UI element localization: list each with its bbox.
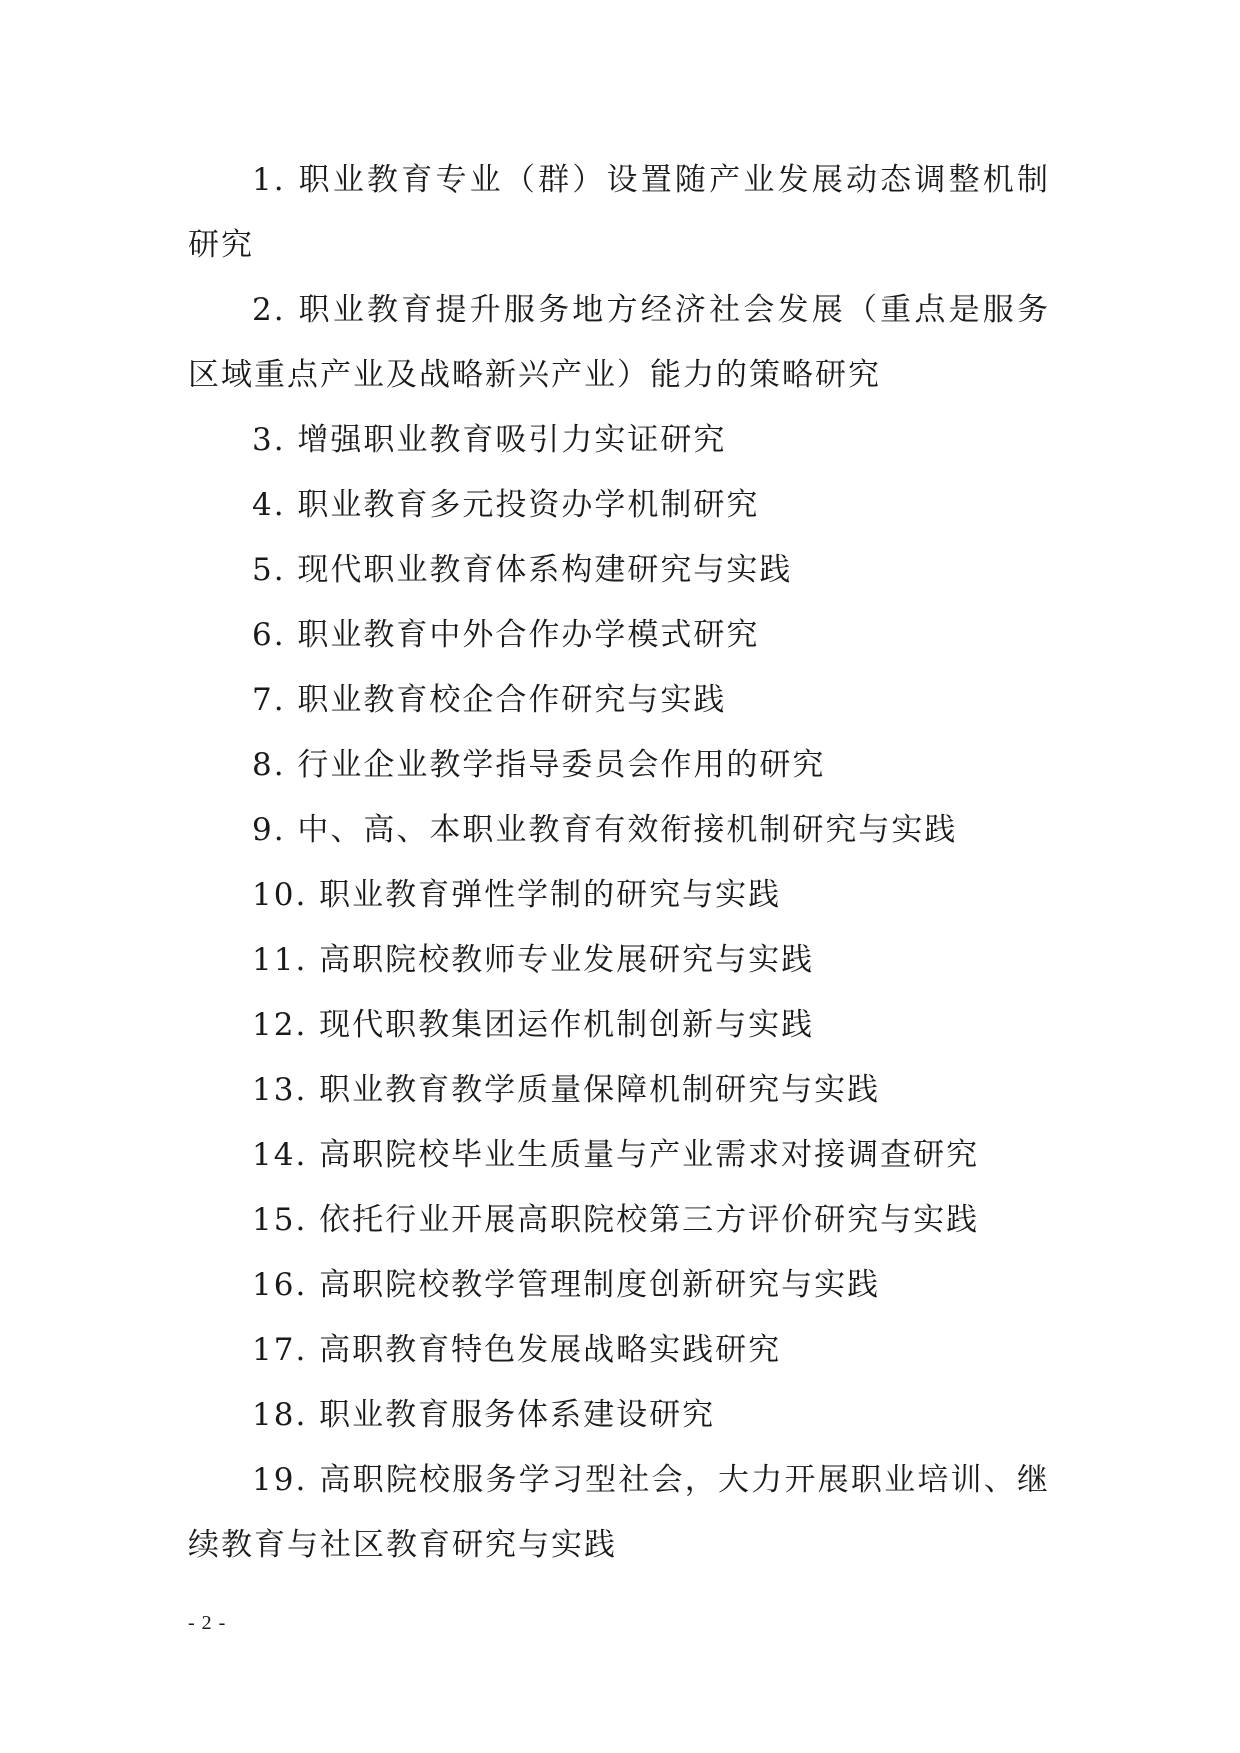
- list-item: 7. 职业教育校企合作研究与实践: [252, 682, 727, 718]
- list-item: 6. 职业教育中外合作办学模式研究: [252, 617, 760, 653]
- list-item: 16. 高职院校教学管理制度创新研究与实践: [252, 1267, 881, 1303]
- list-item: 15. 依托行业开展高职院校第三方评价研究与实践: [252, 1202, 980, 1238]
- list-item: 17. 高职教育特色发展战略实践研究: [252, 1332, 782, 1368]
- list-item: 12. 现代职教集团运作机制创新与实践: [252, 1007, 815, 1043]
- list-item: 19. 高职院校服务学习型社会，大力开展职业培训、继续教育与社区教育研究与实践: [188, 1462, 1050, 1563]
- research-topic-list: [188, 148, 1050, 1578]
- list-item: 10. 职业教育弹性学制的研究与实践: [252, 877, 782, 913]
- list-item: 4. 职业教育多元投资办学机制研究: [252, 487, 760, 523]
- list-item: 3. 增强职业教育吸引力实证研究: [252, 422, 727, 458]
- list-item: 2. 职业教育提升服务地方经济社会发展（重点是服务区域重点产业及战略新兴产业）能力的策略研究: [188, 292, 1050, 393]
- list-item: 5. 现代职业教育体系构建研究与实践: [252, 552, 793, 588]
- list-item: 13. 职业教育教学质量保障机制研究与实践: [252, 1072, 881, 1108]
- list-item: 8. 行业企业教学指导委员会作用的研究: [252, 747, 826, 783]
- list-item: 14. 高职院校毕业生质量与产业需求对接调查研究: [252, 1137, 980, 1173]
- list-item: 1. 职业教育专业（群）设置随产业发展动态调整机制研究: [188, 162, 1050, 263]
- page-number: - 2 -: [188, 1612, 227, 1634]
- list-item: 18. 职业教育服务体系建设研究: [252, 1397, 716, 1433]
- list-item: 9. 中、高、本职业教育有效衔接机制研究与实践: [252, 812, 958, 848]
- list-item: 11. 高职院校教师专业发展研究与实践: [252, 942, 815, 978]
